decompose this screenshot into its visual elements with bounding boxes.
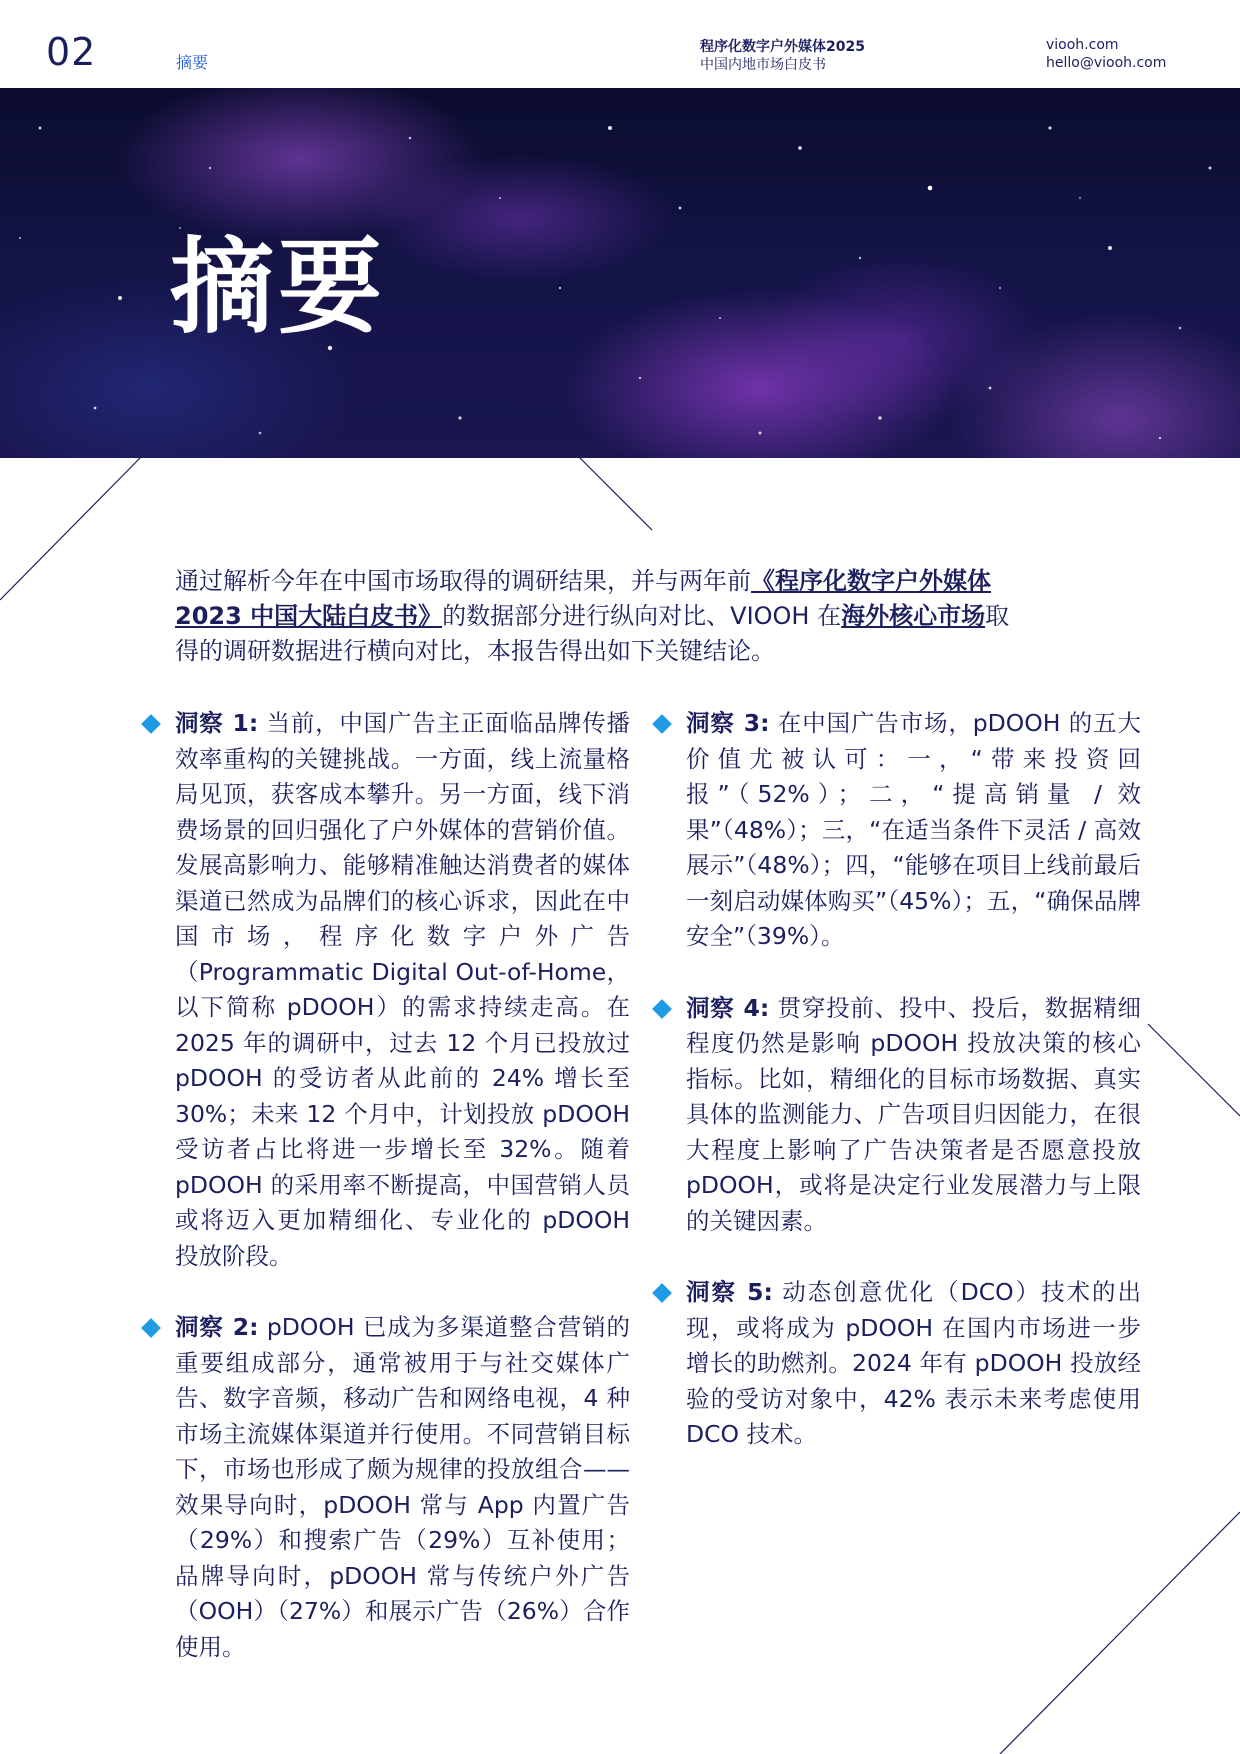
diamond-bullet-icon bbox=[141, 1318, 161, 1338]
intro-text-3: 取得的调研数据进行横向对比，本报告得出如下关键结论。 bbox=[175, 602, 1010, 665]
insight-1 bbox=[175, 706, 630, 1274]
section-label: 摘要 bbox=[176, 53, 209, 72]
insight-5 bbox=[686, 1275, 1141, 1453]
document-title-line2: 中国内地市场白皮书 bbox=[700, 57, 826, 73]
document-title bbox=[700, 38, 865, 74]
page-number: 02 bbox=[46, 30, 97, 74]
insight-label: 洞察 5: bbox=[686, 1278, 773, 1306]
hero-title: 摘要 bbox=[170, 226, 387, 348]
intro-paragraph bbox=[175, 564, 1015, 669]
insight-label: 洞察 3: bbox=[686, 709, 770, 737]
insights-left-column bbox=[175, 706, 630, 1701]
insight-2 bbox=[175, 1310, 630, 1665]
document-title-line1: 程序化数字户外媒体2025 bbox=[700, 39, 865, 55]
hero-banner bbox=[0, 88, 1240, 458]
insight-text: 当前，中国广告主正面临品牌传播效率重构的关键挑战。一方面，线上流量格局见顶，获客成本攀升。另一方面，线下消费场景的回归强化了户外媒体的营销价值。发展高影响力、能够精准触达消费者的媒体渠道已然成为品牌们的核心诉求，因此在中国市场，程序化数字户外广告（Programmatic Digital Out-of-Home，以下简称 pDOOH）的需求持续走高。在 2025 年的调研中，过去 12 个月已投放过 pDOOH 的受访者从此前的 24% 增长至 30%；未来 12 个月中，计划投放 pDOOH 受访者占比将进一步增长至 32%。随着 pDOOH 的采用率不断提高，中国营销人员或将迈入更加精细化、专业化的 pDOOH 投放阶段。 bbox=[175, 709, 630, 1270]
diamond-bullet-icon bbox=[652, 714, 672, 734]
overseas-markets-link[interactable]: 海外核心市场 bbox=[841, 602, 986, 630]
page-header bbox=[0, 0, 1240, 88]
diamond-bullet-icon bbox=[652, 1283, 672, 1303]
insight-text: 贯穿投前、投中、投后，数据精细程度仍然是影响 pDOOH 投放决策的核心指标。比如，精细化的目标市场数据、真实具体的监测能力、广告项目归因能力，在很大程度上影响了广告决策者是否愿意投放 pDOOH，或将是决定行业发展潜力与上限的关键因素。 bbox=[686, 993, 1141, 1235]
whitepaper-2023-link[interactable]: 《程序化数字户外媒体2023 中国大陆白皮书》 bbox=[175, 567, 991, 630]
insight-text: 动态创意优化（DCO）技术的出现，或将成为 pDOOH 在国内市场进一步增长的助燃剂。2024 年有 pDOOH 投放经验的受访对象中，42% 表示未来考虑使用 DCO 技术。 bbox=[686, 1278, 1141, 1448]
insight-text: 在中国广告市场，pDOOH 的五大价值尤被认可：一，“带来投资回报”（52%）；二，“提高销量 / 效果”（48%）；三，“在适当条件下灵活 / 高效展示”（48%）；四，“能够在项目上线前最后一刻启动媒体购买”（45%）；五，“确保品牌安全”（39%）。 bbox=[686, 709, 1141, 950]
intro-text-1: 通过解析今年在中国市场取得的调研结果，并与两年前 bbox=[175, 567, 751, 595]
insight-label: 洞察 1: bbox=[175, 709, 259, 737]
diamond-bullet-icon bbox=[141, 714, 161, 734]
insight-text: pDOOH 已成为多渠道整合营销的重要组成部分，通常被用于与社交媒体广告、数字音频，移动广告和网络电视，4 种市场主流媒体渠道并行使用。不同营销目标下，市场也形成了颇为规律的投放组合——效果导向时，pDOOH 常与 App 内置广告（29%）和搜索广告（29%）互补使用；品牌导向时，pDOOH 常与传统户外广告（OOH）（27%）和展示广告（26%）合作使用。 bbox=[175, 1313, 630, 1661]
email-link[interactable]: hello@viooh.com bbox=[1046, 55, 1167, 71]
website-link[interactable]: viooh.com bbox=[1046, 37, 1119, 53]
insight-label: 洞察 4: bbox=[686, 993, 770, 1022]
insights-right-column bbox=[686, 706, 1141, 1489]
insight-4 bbox=[686, 991, 1141, 1240]
diamond-bullet-icon bbox=[652, 999, 672, 1019]
contact-info bbox=[1046, 36, 1166, 72]
intro-text-2: 的数据部分进行纵向对比、VIOOH 在 bbox=[442, 602, 842, 630]
insight-3 bbox=[686, 706, 1141, 955]
insight-label: 洞察 2: bbox=[175, 1313, 259, 1341]
